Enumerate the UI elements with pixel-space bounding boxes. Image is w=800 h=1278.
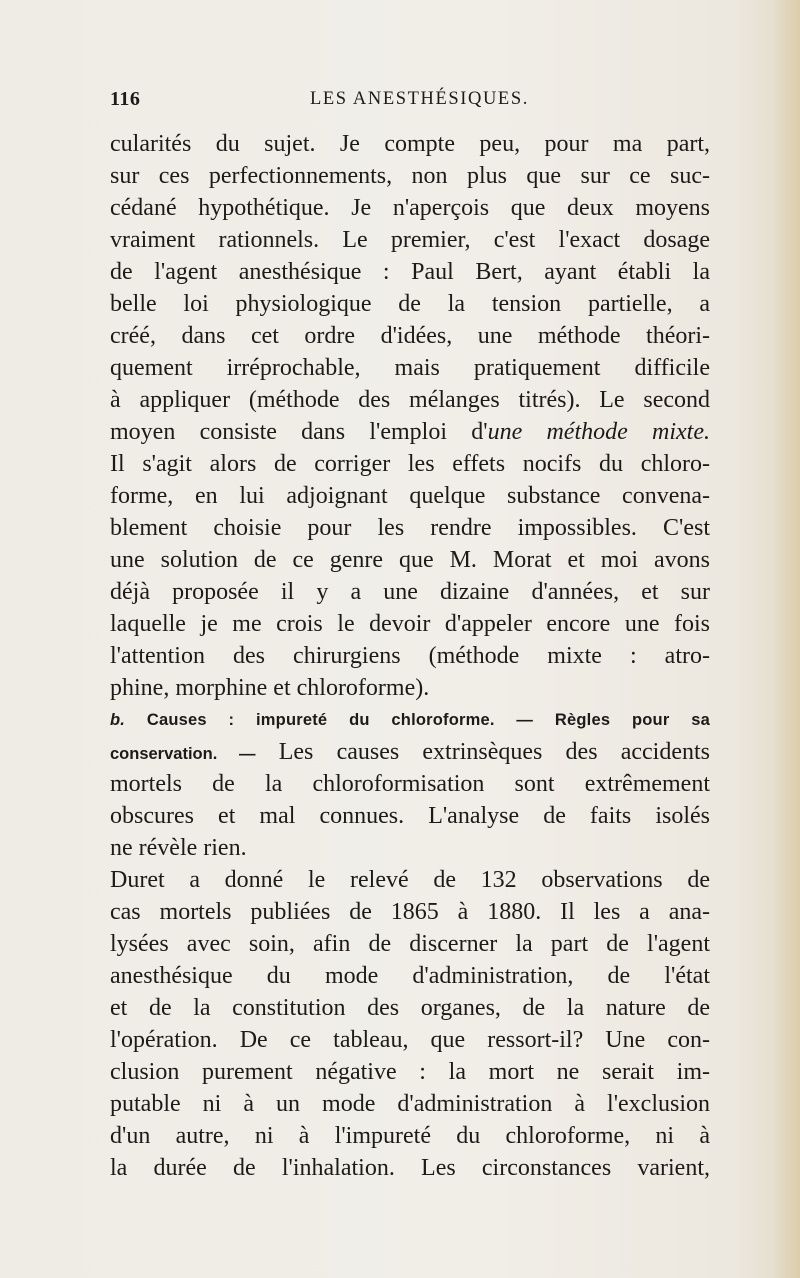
text-line: belle loi physiologique de la tension partielle, a bbox=[110, 291, 710, 317]
text-line: déjà proposée il y a une dizaine d'années, et sur bbox=[110, 579, 710, 605]
text-line: de l'agent anesthésique : Paul Bert, ayant établi la bbox=[110, 259, 710, 285]
text-line: mortels de la chloroformisation sont extrêmement bbox=[110, 771, 710, 797]
text-roman: Les causes extrinsèques des accidents bbox=[255, 739, 711, 765]
text-line: créé, dans cet ordre d'idées, une méthode théori- bbox=[110, 323, 710, 349]
text-line: sur ces perfectionnements, non plus que sur ce suc- bbox=[110, 163, 710, 189]
text-line: Il s'agit alors de corriger les effets nocifs du chloro- bbox=[110, 451, 710, 477]
text-line: cularités du sujet. Je compte peu, pour ma part, bbox=[110, 131, 710, 157]
text-line: putable ni à un mode d'administration à l'exclusion bbox=[110, 1091, 710, 1117]
text-line: vraiment rationnels. Le premier, c'est l'exact dosage bbox=[110, 227, 710, 253]
text-line: cas mortels publiées de 1865 à 1880. Il les a ana- bbox=[110, 899, 710, 925]
body-text bbox=[110, 128, 710, 1184]
text-line bbox=[110, 416, 710, 448]
running-header bbox=[110, 88, 705, 114]
text-line: obscures et mal connues. L'analyse de faits isolés bbox=[110, 803, 710, 829]
text-line: une solution de ce genre que M. Morat et moi avons bbox=[110, 547, 710, 573]
text-line: l'opération. De ce tableau, que ressort-il? Une con- bbox=[110, 1027, 710, 1053]
text-line: à appliquer (méthode des mélanges titrés). Le second bbox=[110, 387, 710, 413]
text-line: ne révèle rien. bbox=[110, 835, 247, 861]
page-number: 116 bbox=[110, 88, 141, 110]
section-heading-line bbox=[110, 704, 710, 736]
running-title: LES ANESTHÉSIQUES. bbox=[310, 89, 529, 109]
text-roman: moyen consiste dans l'emploi d' bbox=[110, 419, 488, 445]
section-heading: Causes : impureté du chloroforme. — Règles pour sa bbox=[125, 711, 710, 729]
section-letter: b. bbox=[110, 711, 126, 729]
page-edge-shading bbox=[772, 0, 800, 1278]
text-line: lysées avec soin, afin de discerner la part de l'agent bbox=[110, 931, 710, 957]
text-line: la durée de l'inhalation. Les circonstances varient, bbox=[110, 1155, 710, 1181]
section-heading-end: conservation. — bbox=[110, 745, 256, 763]
text-line: l'attention des chirurgiens (méthode mixte : atro- bbox=[110, 643, 710, 669]
text-line: et de la constitution des organes, de la nature de bbox=[110, 995, 710, 1021]
text-line: forme, en lui adjoignant quelque substance convena- bbox=[110, 483, 710, 509]
text-italic: une méthode mixte. bbox=[487, 419, 710, 445]
text-line: clusion purement négative : la mort ne serait im- bbox=[110, 1059, 710, 1085]
text-line: blement choisie pour les rendre impossibles. C'est bbox=[110, 515, 710, 541]
text-line bbox=[110, 736, 710, 768]
text-line: quement irréprochable, mais pratiquement difficile bbox=[110, 355, 710, 381]
text-line: phine, morphine et chloroforme). bbox=[110, 675, 430, 701]
text-line: laquelle je me crois le devoir d'appeler encore une fois bbox=[110, 611, 710, 637]
text-line: Duret a donné le relevé de 132 observations de bbox=[110, 867, 710, 893]
text-line: d'un autre, ni à l'impureté du chloroforme, ni à bbox=[110, 1123, 710, 1149]
text-line: cédané hypothétique. Je n'aperçois que deux moyens bbox=[110, 195, 710, 221]
text-line: anesthésique du mode d'administration, de l'état bbox=[110, 963, 710, 989]
